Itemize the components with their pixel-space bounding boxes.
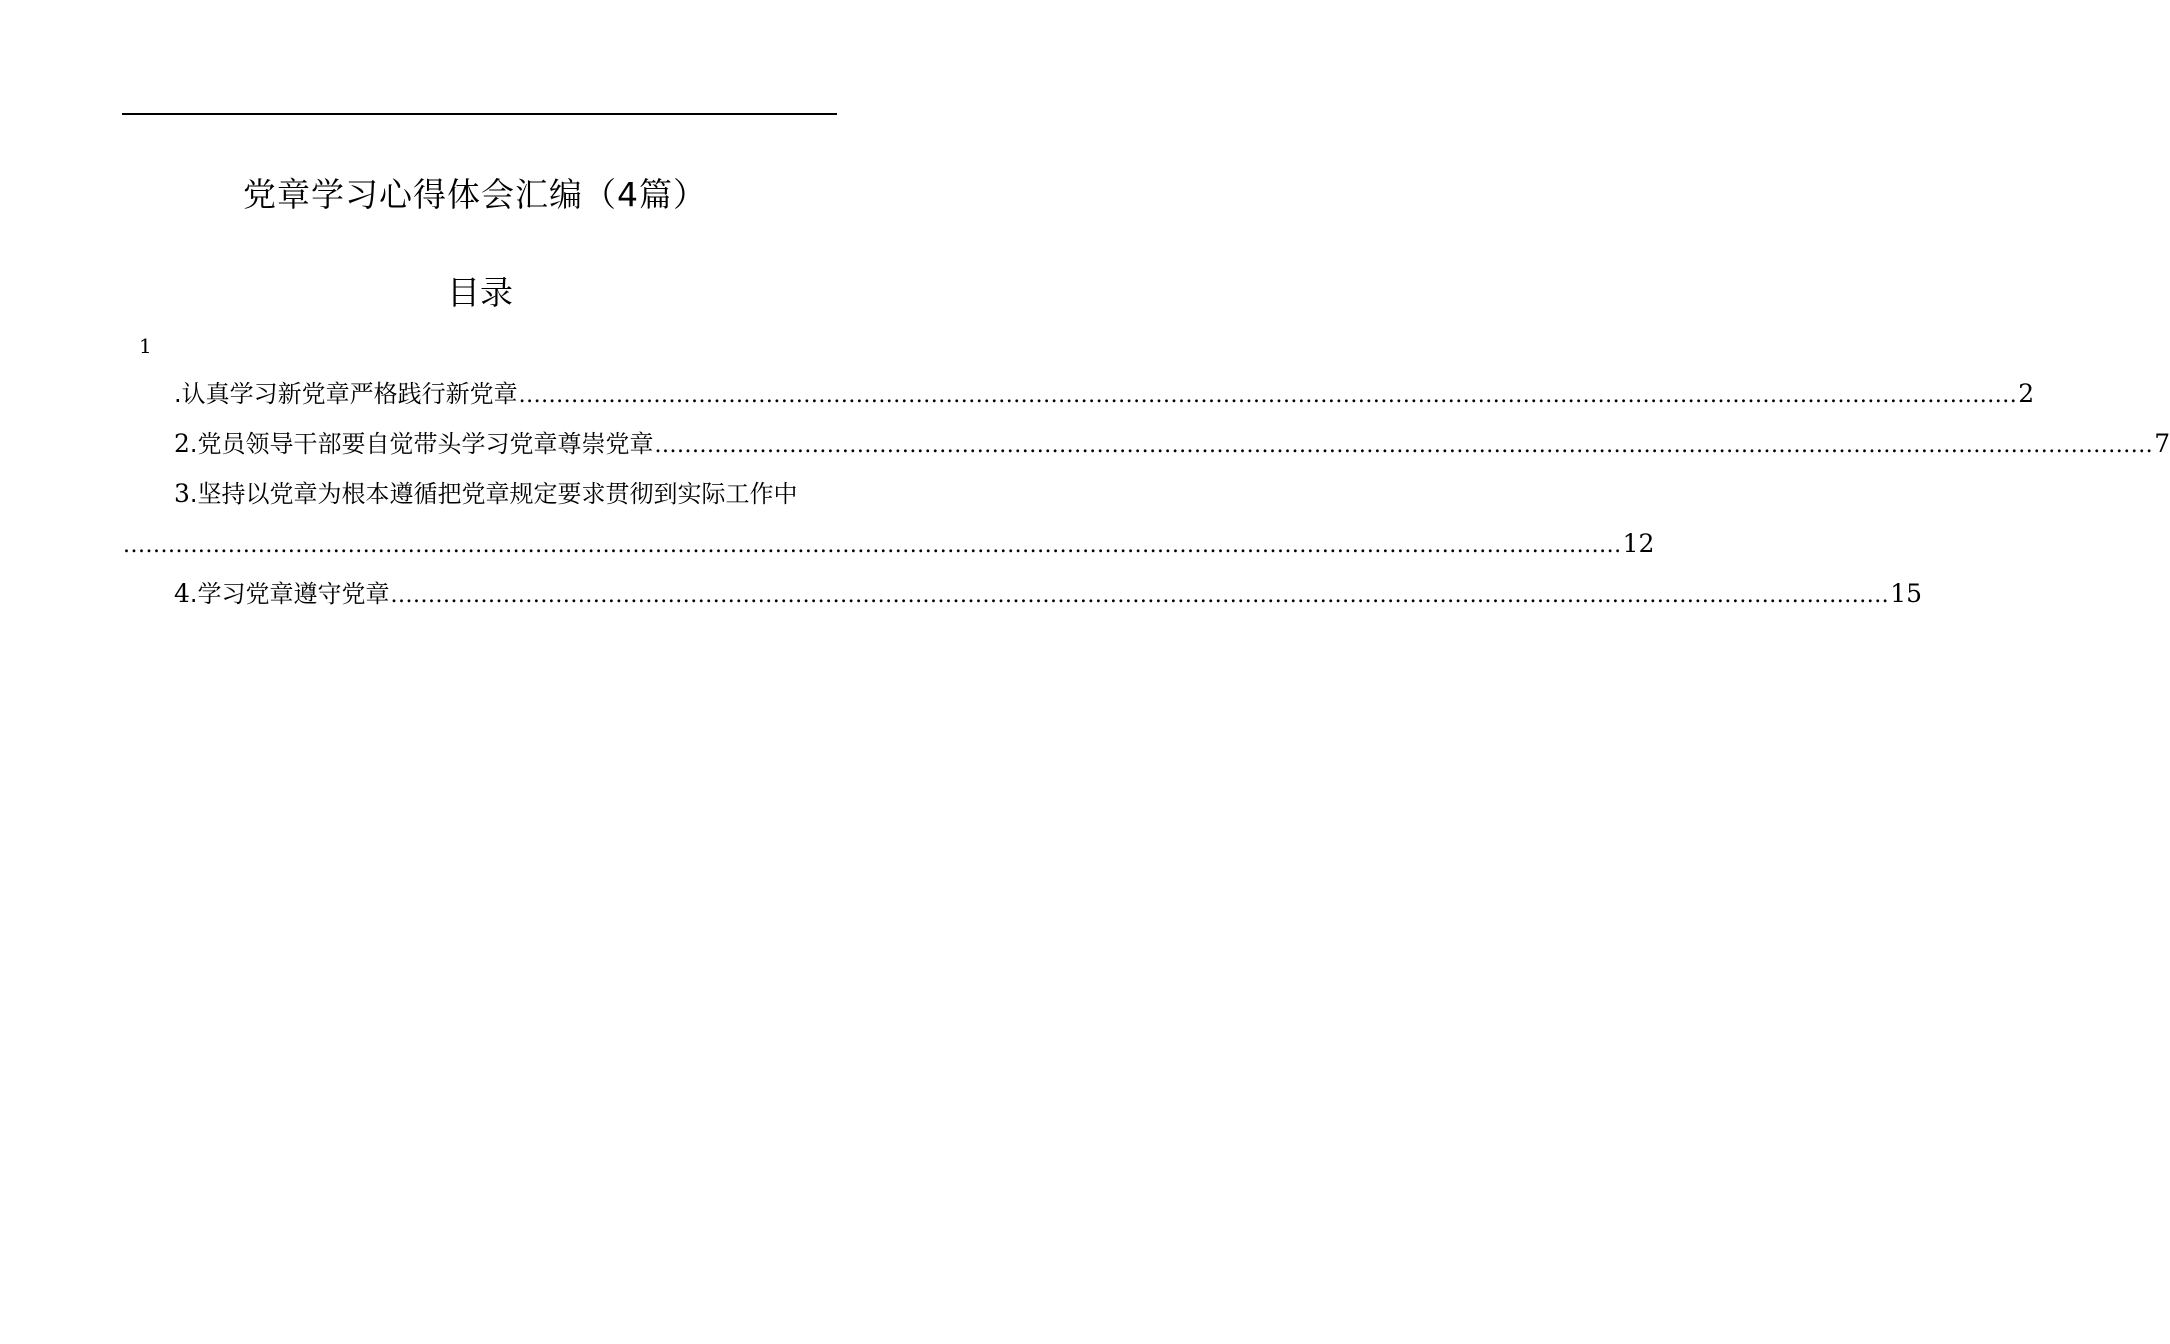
toc-entry-number: 3 (174, 479, 190, 508)
toc-leader-dots: ........................................................................................................................................................................................................ (518, 383, 2018, 408)
toc-page-number: 15 (1890, 579, 1922, 608)
toc-entry-3-continuation[interactable] (122, 527, 1655, 563)
toc-entry-4[interactable] (174, 577, 1922, 613)
toc-heading: 目录 (447, 273, 513, 312)
header-rule (122, 113, 837, 115)
toc-leader-dots: ........................................................................................................................................................................................................ (123, 533, 1622, 558)
toc-page-number: 12 (1622, 529, 1655, 558)
toc-page-number: 2 (2018, 379, 2035, 408)
toc-entry-text (174, 427, 654, 461)
toc-entry-1[interactable] (174, 377, 2035, 413)
toc-entry-number: 2 (174, 429, 190, 458)
toc-entry-2[interactable] (174, 427, 2170, 463)
toc-entry-label: .学习党章遵守党章 (189, 580, 390, 608)
toc-entry-text (174, 577, 390, 611)
toc-leader-dots: ........................................................................................................................................................................................................ (390, 583, 1890, 608)
toc-entry-number: 4 (174, 579, 190, 608)
toc-entry-text: .认真学习新党章严格践行新党章 (174, 380, 518, 408)
document-title: 党章学习心得体会汇编（4篇） (243, 175, 707, 214)
toc-orphan-number: 1 (139, 334, 152, 358)
toc-entry-label: .党员领导干部要自觉带头学习党章尊崇党章 (189, 430, 654, 458)
toc-entry-3[interactable] (174, 477, 844, 511)
toc-leader-dots: ........................................................................................................................................................................................................ (654, 433, 2154, 458)
toc-page-number: 7 (2154, 429, 2170, 458)
toc-entry-label: .坚持以党章为根本遵循把党章规定要求贯彻到实际工作中 (189, 480, 798, 508)
toc-entry-text (174, 477, 798, 511)
